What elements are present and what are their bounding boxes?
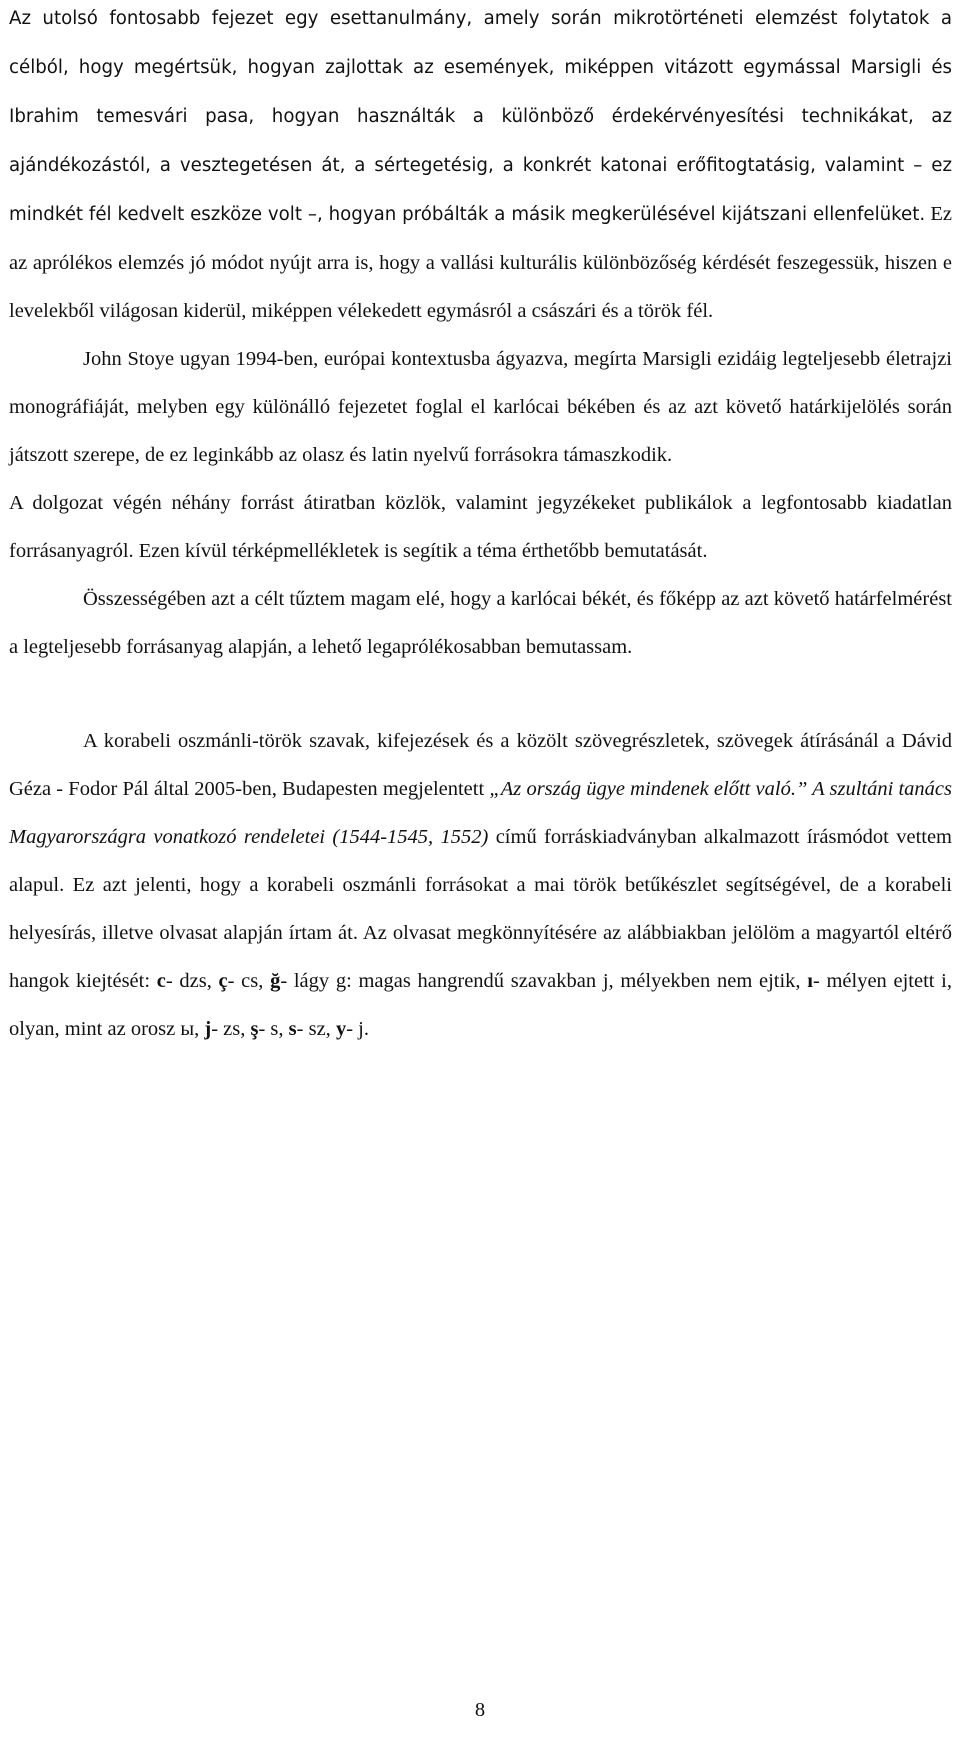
paragraph-transcription (9, 717, 952, 1053)
paragraph-summary: Összességében azt a célt tűztem magam elé, hogy a karlócai békét, és főképp az azt követő határfelmérést a legteljesebb forrásanyag alapján, a lehető legaprólékosabban bemutassam. (9, 588, 952, 658)
letter-c-cedilla-sound: - cs, (227, 970, 271, 992)
letter-y-sound: - j. (346, 1018, 369, 1040)
letter-s-sound: - sz, (296, 1018, 336, 1040)
letter-key-s-cedilla (251, 1018, 289, 1040)
letter-dotless-i: ı (807, 970, 813, 992)
paragraph-case-study-serif-text: Ez az aprólékos elemzés jó módot nyújt arra is, hogy a vallási kulturális különbözőség kérdését feszegessük, hiszen e levelekből világosan kiderül, miképpen vélekedett egymásról a császári és a török fél. (9, 203, 952, 322)
letter-s: s (288, 1018, 297, 1040)
letter-s-cedilla-sound: - s, (258, 1018, 289, 1040)
letter-dotless-i-sound: - mélyen ejtett i, olyan, mint az orosz ы, (9, 970, 952, 1040)
letter-key-j (204, 1018, 250, 1040)
letter-c: c (156, 970, 166, 992)
paragraph-appendix: A dolgozat végén néhány forrást átiratban közlök, valamint jegyzékeket publikálok a legfontosabb kiadatlan forrásanyagról. Ezen kívül térképmellékletek is segítik a téma érthetőbb bemutatását. (9, 492, 952, 562)
letter-key-g-breve (270, 970, 807, 992)
letter-key-s (289, 1018, 336, 1040)
paragraph-stoye: John Stoye ugyan 1994-ben, európai kontextusba ágyazva, megírta Marsigli ezidáig legteljesebb életrajzi monográfiáját, melyben egy különálló fejezetet foglal el karlócai békében és az azt követő határkijelölés során játszott szerepe, de ez leginkább az olasz és latin nyelvű forrásokra támaszkodik. (9, 348, 952, 466)
transcription-text-1: A korabeli oszmánli-török szavak, kifejezések és a közölt szövegrészletek, szövegek átírásánál a Dávid Géza - Fodor Pál által 2005-ben, Budapesten megjelentett (9, 730, 952, 800)
letter-g-breve: ğ (270, 970, 281, 992)
letter-key-c (157, 970, 219, 992)
page-number: 8 (474, 1699, 486, 1721)
letter-c-cedilla: ç (218, 970, 228, 992)
letter-s-cedilla: ş (250, 1018, 259, 1040)
source-publication-title: „Az ország ügye mindenek előtt való.” A szultáni tanács Magyarországra vonatkozó rendeletei (1544-1545, 1552) (9, 778, 952, 848)
letter-g-breve-sound: - lágy g: magas hangrendű szavakban j, mélyekben nem ejtik, (280, 970, 808, 992)
letter-c-sound: - dzs, (165, 970, 219, 992)
letter-key-c-cedilla (219, 970, 271, 992)
paragraph-case-study (9, 0, 952, 335)
letter-j-sound: - zs, (211, 1018, 251, 1040)
letter-key-y (336, 1018, 369, 1040)
letter-j: j (204, 1018, 212, 1040)
paragraph-case-study-sans-text: Az utolsó fontosabb fejezet egy esettanulmány, amely során mikrotörténeti elemzést folytatok a célból, hogy megértsük, hogyan zajlottak az események, miképpen vitázott egymással Marsigli és Ibrahim temesvári pasa, hogyan használták a különböző érdekérvényesítési technikákat, az ajándékozástól, a vesztegetésen át, a sértegetésig, a konkrét katonai erőfitogtatásig, valamint – ez mindkét fél kedvelt eszköze volt –, hogyan próbálták a másik megkerülésével kijátszani ellenfelüket. (9, 8, 952, 225)
letter-y: y (335, 1018, 347, 1040)
transcription-text-2: című forráskiadványban alkalmazott írásmódot vettem alapul. Ez azt jelenti, hogy a korabeli oszmánli forrásokat a mai török betűkészlet segítségével, de a korabeli helyesírás, illetve olvasat alapján írtam át. Az olvasat megkönnyítésére az alábbiakban jelölöm a magyartól eltérő hangok kiejtését: (9, 826, 953, 992)
